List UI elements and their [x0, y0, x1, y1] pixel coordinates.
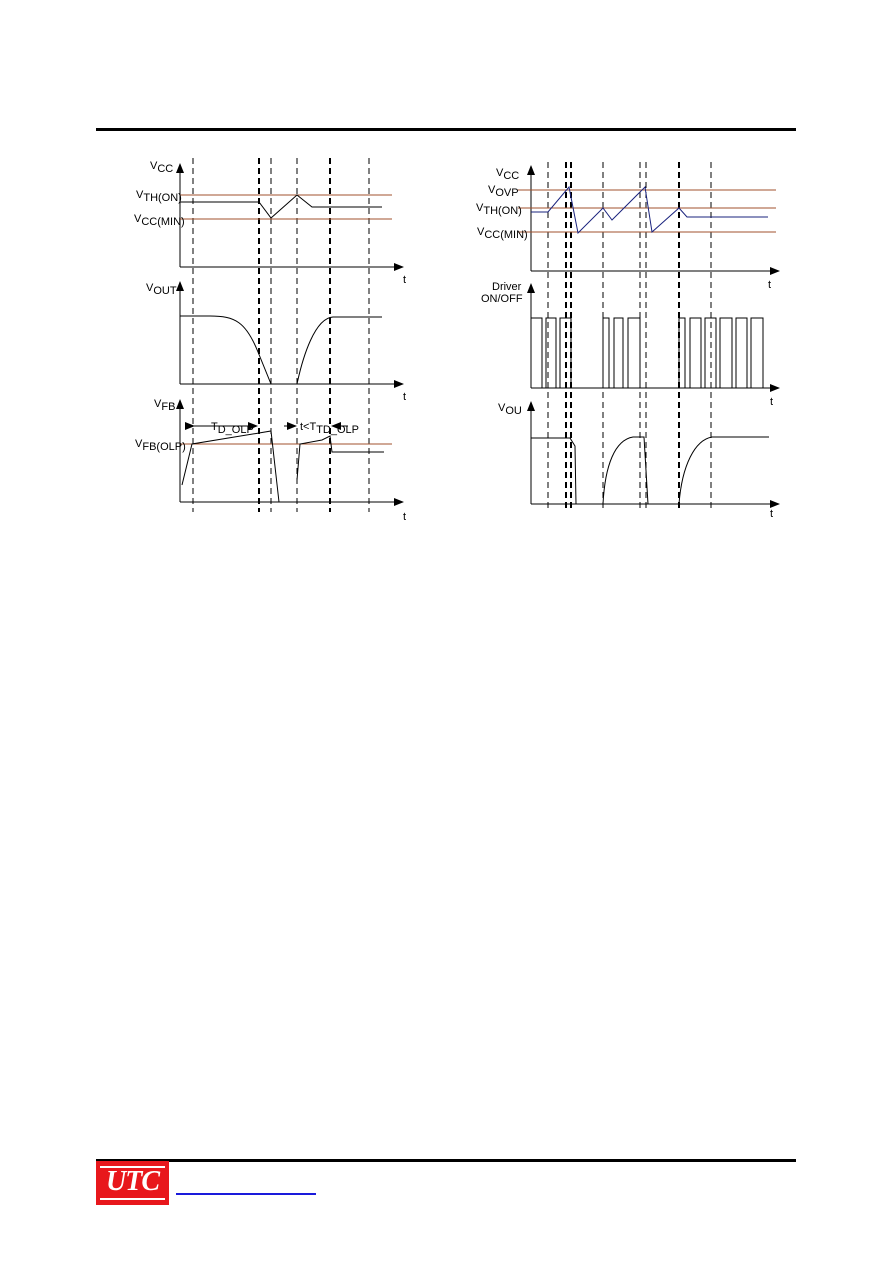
- left-vout-label: VOUT: [146, 282, 177, 297]
- left-vcc-trace: [180, 195, 382, 218]
- right-vou-label: VOU: [498, 402, 522, 417]
- left-vccmin-label: VCC(MIN): [134, 213, 185, 228]
- left-td-olp-label: TD_OLP: [211, 421, 254, 436]
- right-vccmin-label: VCC(MIN): [477, 226, 528, 241]
- left-t-axis-label-1: t: [403, 274, 407, 286]
- right-vovp-label: VOVP: [488, 184, 519, 199]
- left-vfb-trace-2: [297, 436, 384, 480]
- left-vfb-trace: [182, 431, 279, 502]
- left-ovp-olp-diagram: [180, 158, 403, 512]
- right-ovp-diagram: [518, 162, 779, 512]
- right-vth-label: VTH(ON): [476, 202, 522, 217]
- left-vfbolp-label: VFB(OLP): [135, 438, 186, 453]
- right-t-axis-label-2: t: [770, 396, 774, 408]
- left-vfb-label: VFB: [154, 398, 176, 413]
- left-vth-label: VTH(ON): [136, 189, 182, 204]
- right-event-lines: [548, 162, 711, 512]
- utc-logo: [96, 1161, 169, 1205]
- footer-rule: [96, 1159, 796, 1162]
- logo-text: UTC: [106, 1166, 159, 1197]
- footer-website-link[interactable]: [176, 1193, 316, 1195]
- right-t-axis-label-1: t: [768, 279, 772, 291]
- left-t-less-label: t<TTD_OLP: [300, 421, 359, 436]
- right-labels: [476, 167, 773, 520]
- right-vcc-label: VCC: [496, 167, 520, 182]
- right-driver-pulse-group-2: [603, 318, 640, 388]
- right-t-axis-label-3: t: [770, 508, 774, 520]
- logo-bottom-stripe: [100, 1198, 165, 1200]
- left-labels: [134, 160, 406, 523]
- left-event-lines: [193, 158, 369, 512]
- left-vout-trace: [180, 316, 382, 384]
- right-driver-pulse-group-3: [679, 318, 763, 388]
- left-t-axis-label-3: t: [403, 511, 407, 523]
- right-driver-label-line1: Driver: [492, 281, 522, 293]
- left-vcc-label: VCC: [150, 160, 174, 175]
- right-driver-label-line2: ON/OFF: [481, 293, 523, 305]
- left-t-axis-label-2: t: [403, 391, 407, 403]
